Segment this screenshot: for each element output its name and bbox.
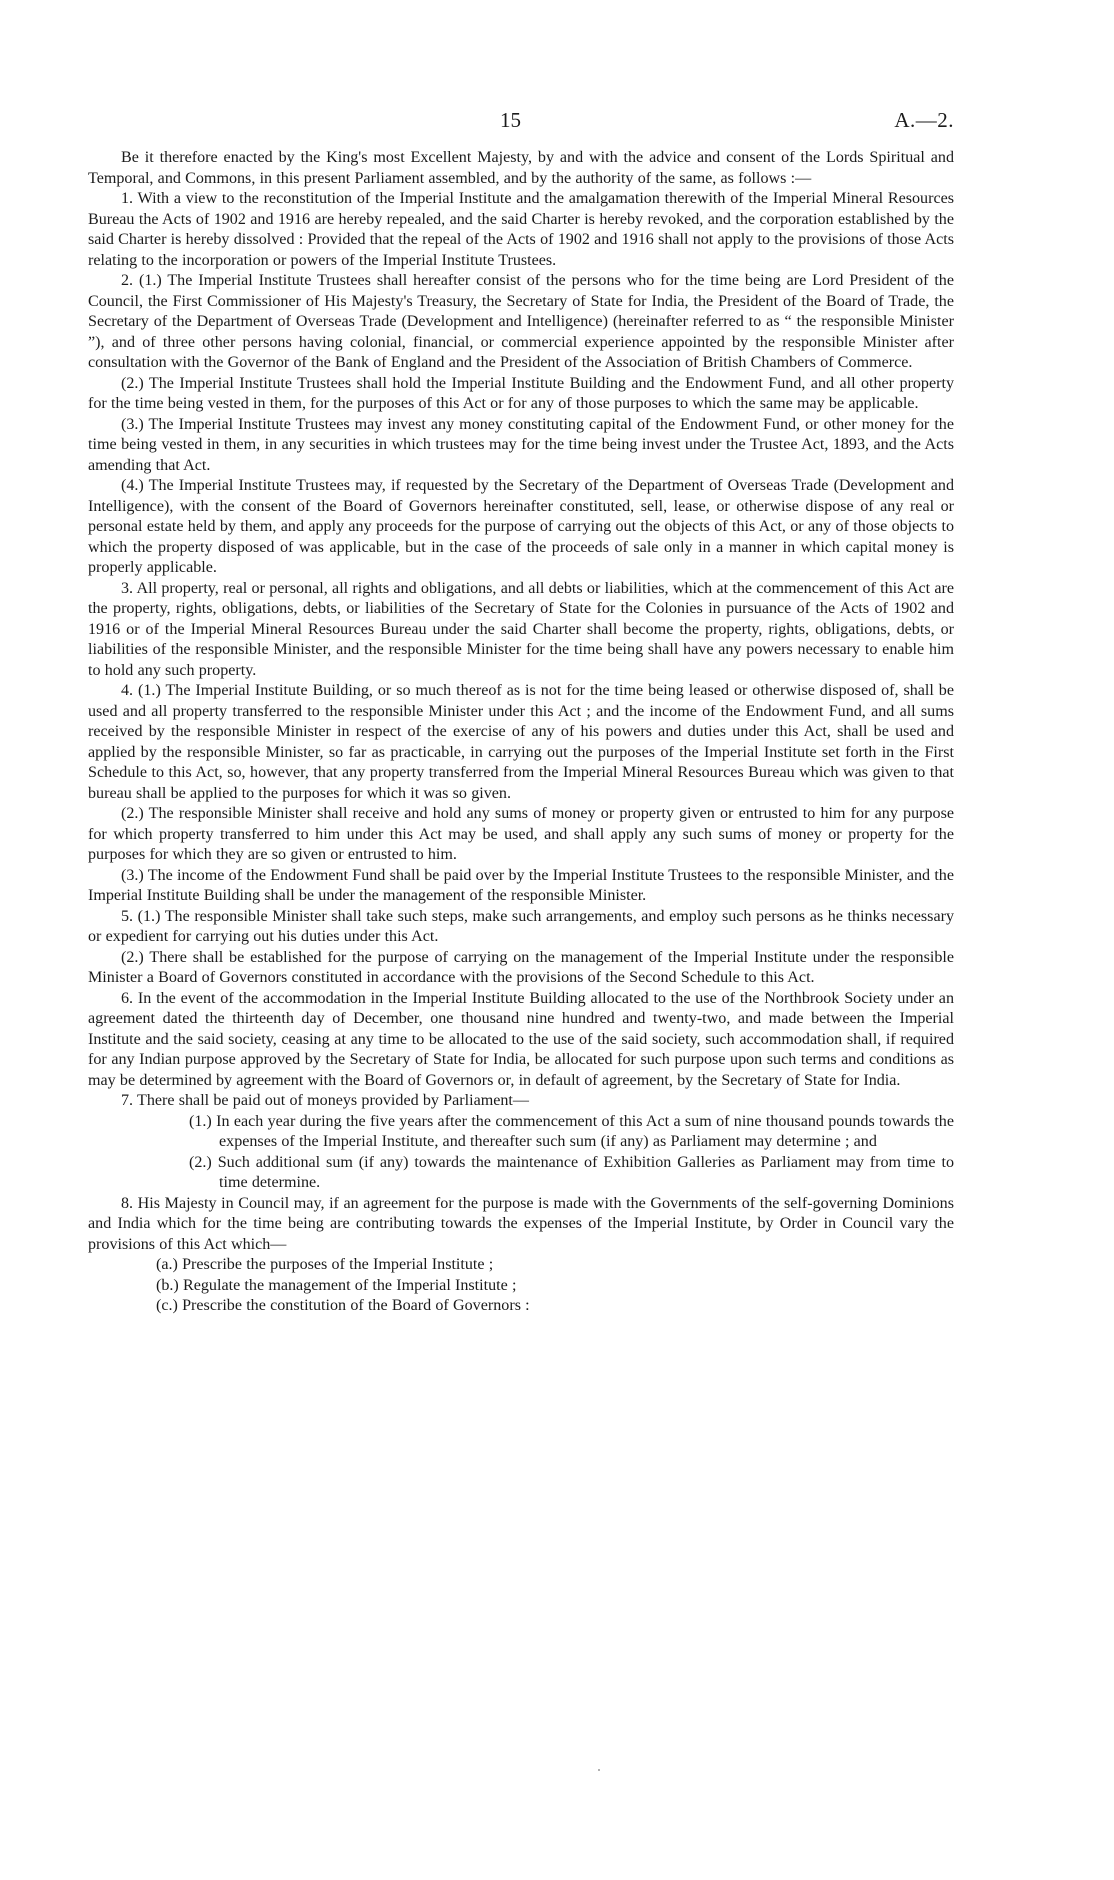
section-4-3: (3.) The income of the Endowment Fund shall be paid over by the Imperial Institute Trustees to the responsible Minister, and the Imperial Institute Building shall be under the management of the responsible Minister. [88, 866, 954, 904]
section-8-item-a: (a.) Prescribe the purposes of the Imperial Institute ; [156, 1256, 494, 1273]
page-number: 15 [500, 108, 521, 132]
section-4-1: 4. (1.) The Imperial Institute Building, or so much thereof as is not for the time being leased or otherwise disposed of, shall be used and all property transferred to the responsible Minister under this Act ; and the income of the Endowment Fund, and all sums received by the responsible Minister in respect of the exercise of any of his powers and duties under this Act, shall be used and applied by the responsible Minister, so far as practicable, in carrying out the purposes of the Imperial Institute set forth in the First Schedule to this Act, so, however, that any property transferred from the Imperial Mineral Resources Bureau which was given to that bureau shall be applied to the purposes for which it was so given. [88, 682, 954, 802]
document-page [88, 108, 954, 1317]
section-7-item-1: (1.) In each year during the five years after the commencement of this Act a sum of nine thousand pounds towards the expenses of the Imperial Institute, and thereafter such sum (if any) as Parliament may determine ; and [189, 1112, 954, 1150]
section-8: 8. His Majesty in Council may, if an agreement for the purpose is made with the Governments of the self-governing Dominions and India which for the time being are contributing towards the expenses of the Imperial Institute, by Order in Council vary the provisions of this Act which— [88, 1194, 954, 1253]
scan-speck [598, 1769, 600, 1771]
section-7: 7. There shall be paid out of moneys provided by Parliament— [121, 1092, 529, 1109]
enacting-clause: Be it therefore enacted by the King's most Excellent Majesty, by and with the advice and consent of the Lords Spiritual and Temporal, and Commons, in this present Parliament assembled, and by the authority of the same, as follows :— [88, 149, 954, 187]
section-3: 3. All property, real or personal, all rights and obligations, and all debts or liabilities, which at the commencement of this Act are the property, rights, obligations, debts, or liabilities of the Secretary of State for the Colonies in pursuance of the Acts of 1902 and 1916 or of the Imperial Mineral Resources Bureau under the said Charter shall become the property, rights, obligations, debts, or liabilities of the responsible Minister, and the responsible Minister for the time being shall have any powers necessary to enable him to hold any such property. [88, 579, 954, 679]
section-6: 6. In the event of the accommodation in the Imperial Institute Building allocated to the use of the Northbrook Society under an agreement dated the thirteenth day of December, one thousand nine hundred and twenty-two, and made between the Imperial Institute and the said society, ceasing at any time to be allocated to the use of the said society, such accommodation shall, if required for any Indian purpose approved by the Secretary of State for India, be allocated for such purpose upon such terms and conditions as may be determined by agreement with the Board of Governors or, in default of agreement, by the Secretary of State for India. [88, 989, 954, 1089]
section-5-2: (2.) There shall be established for the purpose of carrying on the management of the Imperial Institute under the responsible Minister a Board of Governors constituted in accordance with the provisions of the Second Schedule to this Act. [88, 948, 954, 986]
section-8-item-c: (c.) Prescribe the constitution of the Board of Governors : [156, 1297, 530, 1314]
section-2-2: (2.) The Imperial Institute Trustees shall hold the Imperial Institute Building and the Endowment Fund, and all other property for the time being vested in them, for the purposes of this Act or for any of those purposes to which the same may be applicable. [88, 374, 954, 412]
section-2-4: (4.) The Imperial Institute Trustees may, if requested by the Secretary of the Department of Overseas Trade (Development and Intelligence), with the consent of the Board of Governors hereinafter constituted, sell, lease, or otherwise dispose of any real or personal estate held by them, and apply any proceeds for the purpose of carrying out the objects of this Act, or any of those objects to which the property disposed of was applicable, but in the case of the proceeds of sale only in a manner in which capital money is properly applicable. [88, 477, 954, 576]
section-5-1: 5. (1.) The responsible Minister shall take such steps, make such arrangements, and employ such persons as he thinks necessary or expedient for carrying out his duties under this Act. [88, 907, 954, 945]
section-1: 1. With a view to the reconstitution of the Imperial Institute and the amalgamation therewith of the Imperial Mineral Resources Bureau the Acts of 1902 and 1916 are hereby repealed, and the said Charter is hereby revoked, and the corporation established by the said Charter is hereby dissolved : Provided that the repeal of the Acts of 1902 and 1916 shall not apply to the provisions of those Acts relating to the incorporation or powers of the Imperial Institute Trustees. [88, 190, 954, 269]
section-2-3: (3.) The Imperial Institute Trustees may invest any money constituting capital of the Endowment Fund, or other money for the time being vested in them, in any securities in which trustees may for the time being invest under the Trustee Act, 1893, and the Acts amending that Act. [88, 415, 954, 474]
document-reference: A.—2. [894, 108, 954, 132]
section-2-1: 2. (1.) The Imperial Institute Trustees shall hereafter consist of the persons who for the time being are Lord President of the Council, the First Commissioner of His Majesty's Treasury, the Secretary of State for India, the President of the Board of Trade, the Secretary of the Department of Overseas Trade (Development and Intelligence) (hereinafter referred to as “ the responsible Minister ”), and of three other persons having colonial, financial, or commercial experience appointed by the responsible Minister after consultation with the Governor of the Bank of England and the President of the Association of British Chambers of Commerce. [88, 272, 954, 371]
section-4-2: (2.) The responsible Minister shall receive and hold any sums of money or property given or entrusted to him for any purpose for which property transferred to him under this Act may be used, and shall apply any such sums of money or property for the purposes for which they are so given or entrusted to him. [88, 805, 954, 863]
section-7-item-2: (2.) Such additional sum (if any) towards the maintenance of Exhibition Galleries as Parliament may from time to time determine. [189, 1153, 954, 1191]
page-header [88, 108, 954, 142]
section-8-item-b: (b.) Regulate the management of the Imperial Institute ; [156, 1276, 517, 1294]
act-body-text [88, 148, 954, 1317]
